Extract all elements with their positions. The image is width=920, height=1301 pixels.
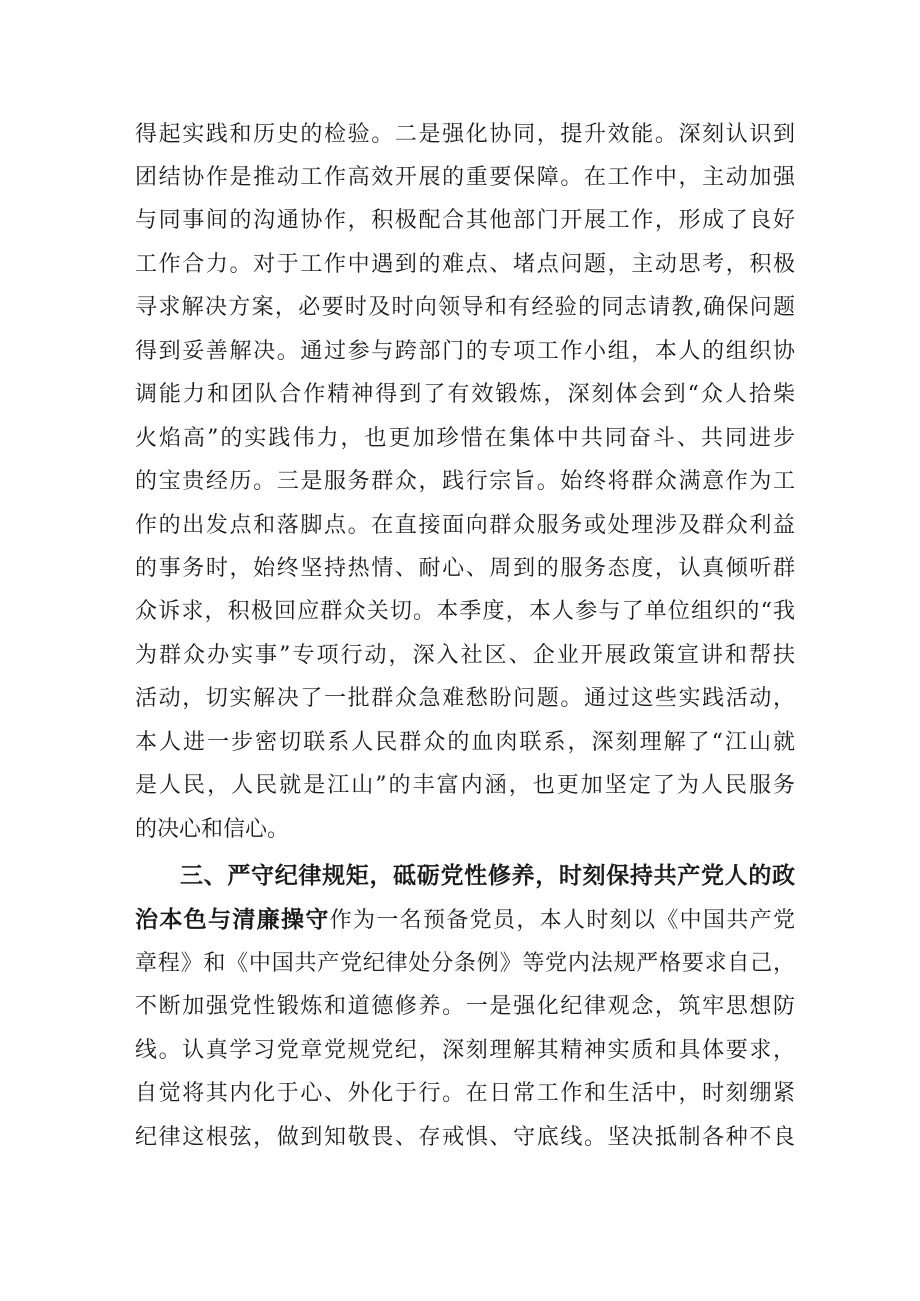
paragraph-line: 得起实践和历史的检验。二是强化协同，提升效能。深刻认识到 bbox=[135, 122, 795, 147]
paragraph-line: 本人进一步密切联系人民群众的血肉联系，深刻理解了“江山就 bbox=[135, 730, 795, 755]
section-heading-continuation bbox=[135, 905, 795, 935]
paragraph-line: 火焰高”的实践伟力，也更加珍惜在集体中共同奋斗、共同进步 bbox=[135, 426, 795, 451]
paragraph-line: 寻求解决方案，必要时及时向领导和有经验的同志请教,确保问题 bbox=[135, 295, 795, 320]
paragraph-line: 作的出发点和落脚点。在直接面向群众服务或处理涉及群众利益 bbox=[135, 513, 795, 538]
paragraph-line: 纪律这根弦，做到知敬畏、存戒惧、守底线。坚决抵制各种不良 bbox=[135, 1125, 795, 1150]
paragraph-line: 团结协作是推动工作高效开展的重要保障。在工作中，主动加强 bbox=[135, 165, 795, 190]
paragraph-line: 自觉将其内化于心、外化于行。在日常工作和生活中，时刻绷紧 bbox=[135, 1081, 795, 1106]
paragraph-text: 作为一名预备党员，本人时刻以《中国共产党 bbox=[329, 908, 795, 933]
paragraph-line: 工作合力。对于工作中遇到的难点、堵点问题，主动思考，积极 bbox=[135, 252, 795, 277]
paragraph-line: 是人民，人民就是江山”的丰富内涵，也更加坚定了为人民服务 bbox=[135, 773, 795, 798]
paragraph-line: 的决心和信心。 bbox=[135, 817, 290, 842]
section-heading: 三、严守纪律规矩，砥砺党性修养，时刻保持共产党人的政 bbox=[180, 863, 795, 889]
paragraph-line: 的宝贵经历。三是服务群众，践行宗旨。始终将群众满意作为工 bbox=[135, 469, 795, 494]
paragraph-line: 与同事间的沟通协作，积极配合其他部门开展工作，形成了良好 bbox=[135, 208, 795, 233]
paragraph-line: 的事务时，始终坚持热情、耐心、周到的服务态度，认真倾听群 bbox=[135, 556, 795, 581]
paragraph-line: 不断加强党性锻炼和道德修养。一是强化纪律观念，筑牢思想防 bbox=[135, 994, 795, 1019]
paragraph-line: 线。认真学习党章党规党纪，深刻理解其精神实质和具体要求， bbox=[135, 1038, 795, 1063]
section-heading-bold: 治本色与清廉操守 bbox=[135, 907, 330, 933]
paragraph-line: 调能力和团队合作精神得到了有效锻炼，深刻体会到“众人拾柴 bbox=[135, 382, 795, 407]
paragraph-line: 得到妥善解决。通过参与跨部门的专项工作小组，本人的组织协 bbox=[135, 339, 795, 364]
paragraph-line: 活动，切实解决了一批群众急难愁盼问题。通过这些实践活动， bbox=[135, 686, 795, 711]
paragraph-line: 章程》和《中国共产党纪律处分条例》等党内法规严格要求自己， bbox=[135, 951, 795, 976]
paragraph-line: 众诉求，积极回应群众关切。本季度，本人参与了单位组织的“我 bbox=[135, 599, 795, 624]
paragraph-line: 为群众办实事”专项行动，深入社区、企业开展政策宣讲和帮扶 bbox=[135, 643, 795, 668]
